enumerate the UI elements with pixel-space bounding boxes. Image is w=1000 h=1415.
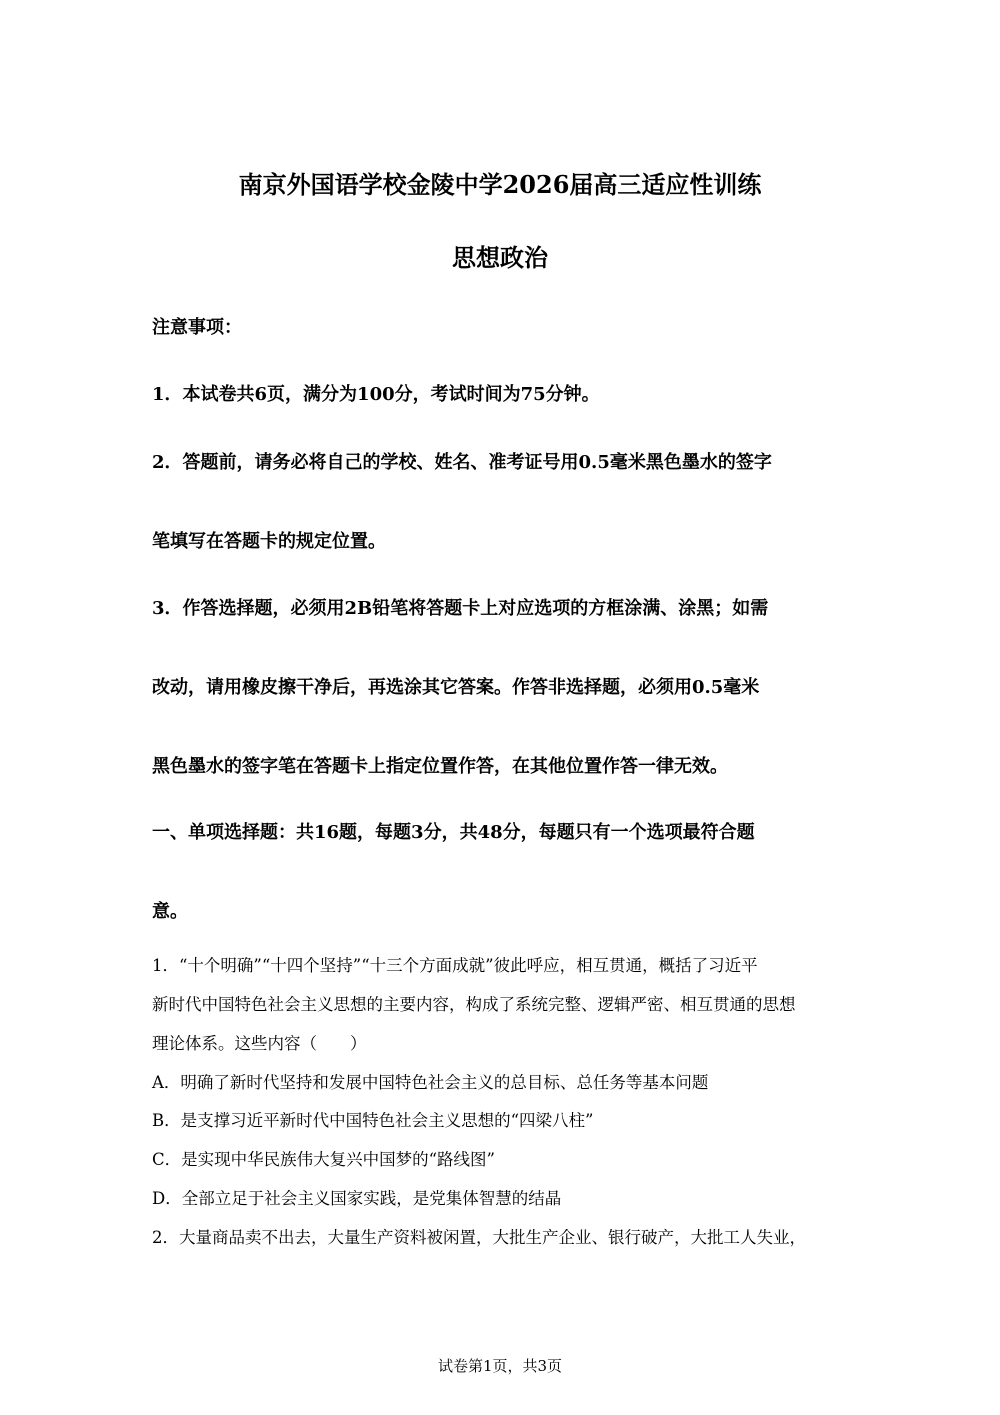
question-1-option-d: D．全部立足于社会主义国家实践，是党集体智慧的结晶 — [152, 1189, 562, 1208]
question-1-option-b: B．是支撑习近平新时代中国特色社会主义思想的“四梁八柱” — [152, 1111, 594, 1130]
notice-heading: 注意事项： — [152, 317, 242, 338]
notice-line-5: 改动，请用橡皮擦干净后，再选涂其它答案。作答非选择题，必须用0.5毫米 — [152, 677, 760, 698]
subject-title: 思想政治 — [452, 243, 548, 272]
notice-line-2: 2．答题前，请务必将自己的学校、姓名、准考证号用0.5毫米黑色墨水的签字 — [152, 452, 772, 473]
question-1-stem-line-2: 新时代中国特色社会主义思想的主要内容，构成了系统完整、逻辑严密、相互贯通的思想 — [152, 995, 796, 1014]
question-1-stem-line-1: 1．“十个明确”“十四个坚持”“十三个方面成就”彼此呼应，相互贯通，概括了习近平 — [152, 956, 758, 975]
notice-line-6: 黑色墨水的签字笔在答题卡上指定位置作答，在其他位置作答一律无效。 — [152, 756, 728, 777]
page-footer: 试卷第1页，共3页 — [437, 1357, 563, 1375]
question-1-option-a: A．明确了新时代坚持和发展中国特色社会主义的总目标、总任务等基本问题 — [152, 1073, 709, 1092]
exam-title: 南京外国语学校金陵中学2026届高三适应性训练 — [238, 170, 762, 199]
notice-line-1: 1．本试卷共6页，满分为100分，考试时间为75分钟。 — [152, 384, 600, 405]
section-heading-cont: 意。 — [152, 901, 188, 922]
section-heading: 一、单项选择题：共16题，每题3分，共48分，每题只有一个选项最符合题 — [152, 822, 755, 843]
question-1-stem-line-3: 理论体系。这些内容（ ） — [152, 1034, 367, 1053]
notice-line-3: 笔填写在答题卡的规定位置。 — [152, 531, 386, 552]
question-1-option-c: C．是实现中华民族伟大复兴中国梦的“路线图” — [152, 1150, 495, 1169]
question-2-stem-line-1: 2．大量商品卖不出去，大量生产资料被闲置，大批生产企业、银行破产，大批工人失业， — [152, 1228, 806, 1247]
notice-line-4: 3．作答选择题，必须用2B铅笔将答题卡上对应选项的方框涂满、涂黑；如需 — [152, 598, 769, 619]
